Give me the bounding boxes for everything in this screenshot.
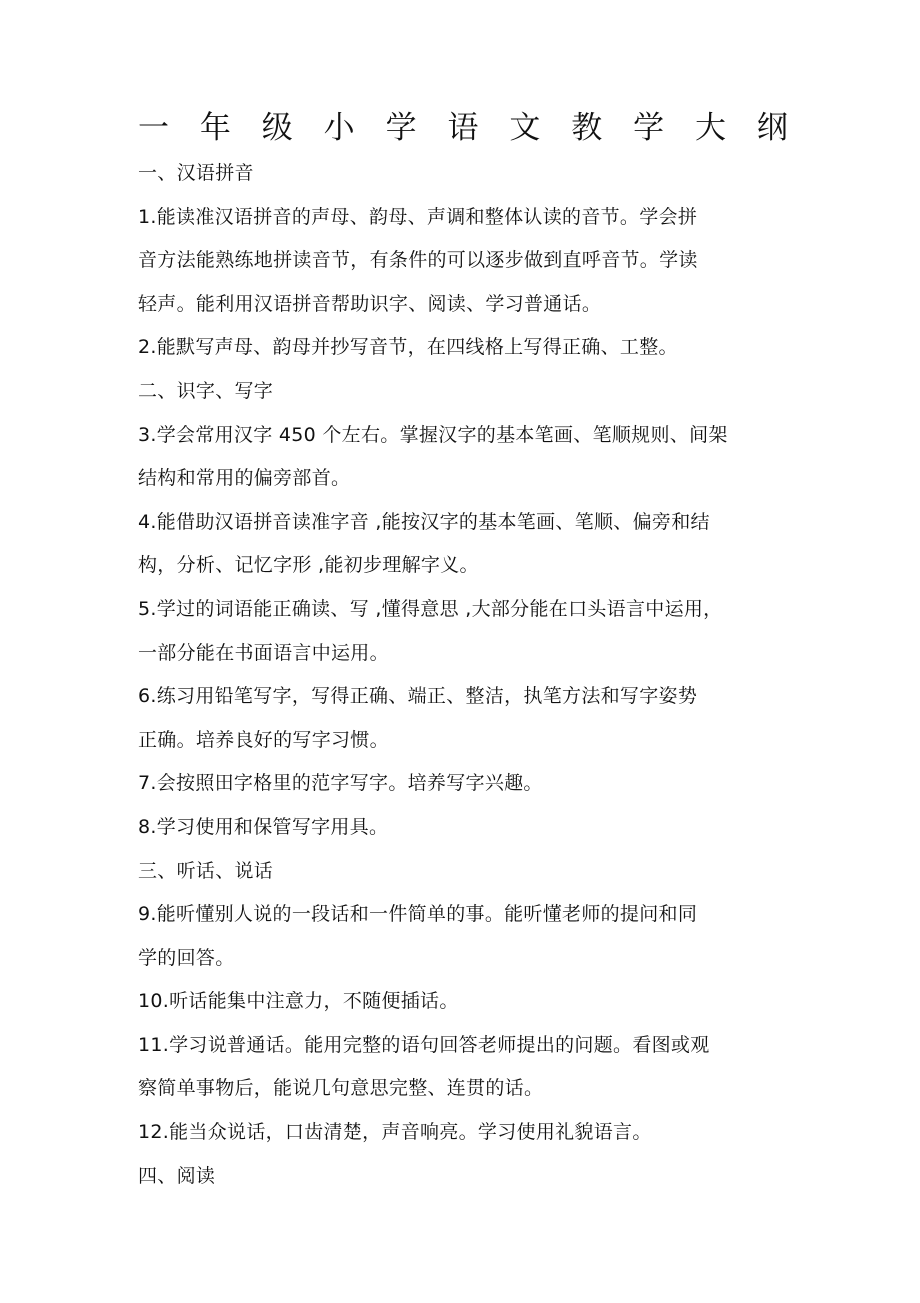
section-heading-listening: 三、听话、说话 [138,859,274,882]
title-char: 纲 [756,110,788,146]
title-char: 学 [633,110,665,146]
document-title [138,105,788,151]
text-line: 1.能读准汉语拼音的声母、韵母、声调和整体认读的音节。学会拼 [138,205,698,228]
title-char: 教 [571,110,603,146]
title-char: 级 [261,110,293,146]
text-line: 8.学习使用和保管写字用具。 [138,815,389,838]
text-line: 构，分析、记忆字形 ,能初步理解字义。 [138,554,479,577]
title-char: 学 [385,110,417,146]
title-char: 年 [199,110,231,146]
text-line: 学的回答。 [138,946,235,969]
section-heading-literacy: 二、识字、写字 [138,379,274,402]
text-line: 5.学过的词语能正确读、写 ,懂得意思 ,大部分能在口头语言中运用， [138,597,723,620]
text-line: 6.练习用铅笔写字，写得正确、端正、整洁，执笔方法和写字姿势 [138,685,698,708]
text-line: 一部分能在书面语言中运用。 [138,641,389,664]
text-line: 2.能默写声母、韵母并抄写音节，在四线格上写得正确、工整。 [138,336,678,359]
text-line: 4.能借助汉语拼音读准字音 ,能按汉字的基本笔画、笔顺、偏旁和结 [138,510,710,533]
text-line: 9.能听懂别人说的一段话和一件简单的事。能听懂老师的提问和同 [138,903,698,926]
section-heading-reading: 四、阅读 [138,1164,216,1187]
title-char: 大 [695,110,727,146]
text-line: 察简单事物后，能说几句意思完整、连贯的话。 [138,1077,544,1100]
text-line: 轻声。能利用汉语拼音帮助识字、阅读、学习普通话。 [138,292,602,315]
title-char: 一 [138,110,169,146]
text-line: 11.学习说普通话。能用完整的语句回答老师提出的问题。看图或观 [138,1033,710,1056]
text-line: 音方法能熟练地拼读音节，有条件的可以逐步做到直呼音节。学读 [138,249,698,272]
document-body [138,152,838,1198]
title-char: 文 [509,110,541,146]
text-line: 7.会按照田字格里的范字写字。培养写字兴趣。 [138,772,543,795]
section-heading-pinyin: 一、汉语拼音 [138,162,254,184]
text-line: 12.能当众说话，口齿清楚，声音响亮。学习使用礼貌语言。 [138,1121,652,1144]
text-line: 正确。培养良好的写字习惯。 [138,728,389,751]
text-line: 10.听话能集中注意力，不随便插话。 [138,990,459,1013]
title-char: 小 [323,110,355,146]
title-char: 语 [447,110,479,146]
text-line: 结构和常用的偏旁部首。 [138,467,351,490]
text-line: 3.学会常用汉字 450 个左右。掌握汉字的基本笔画、笔顺规则、间架 [138,423,728,446]
